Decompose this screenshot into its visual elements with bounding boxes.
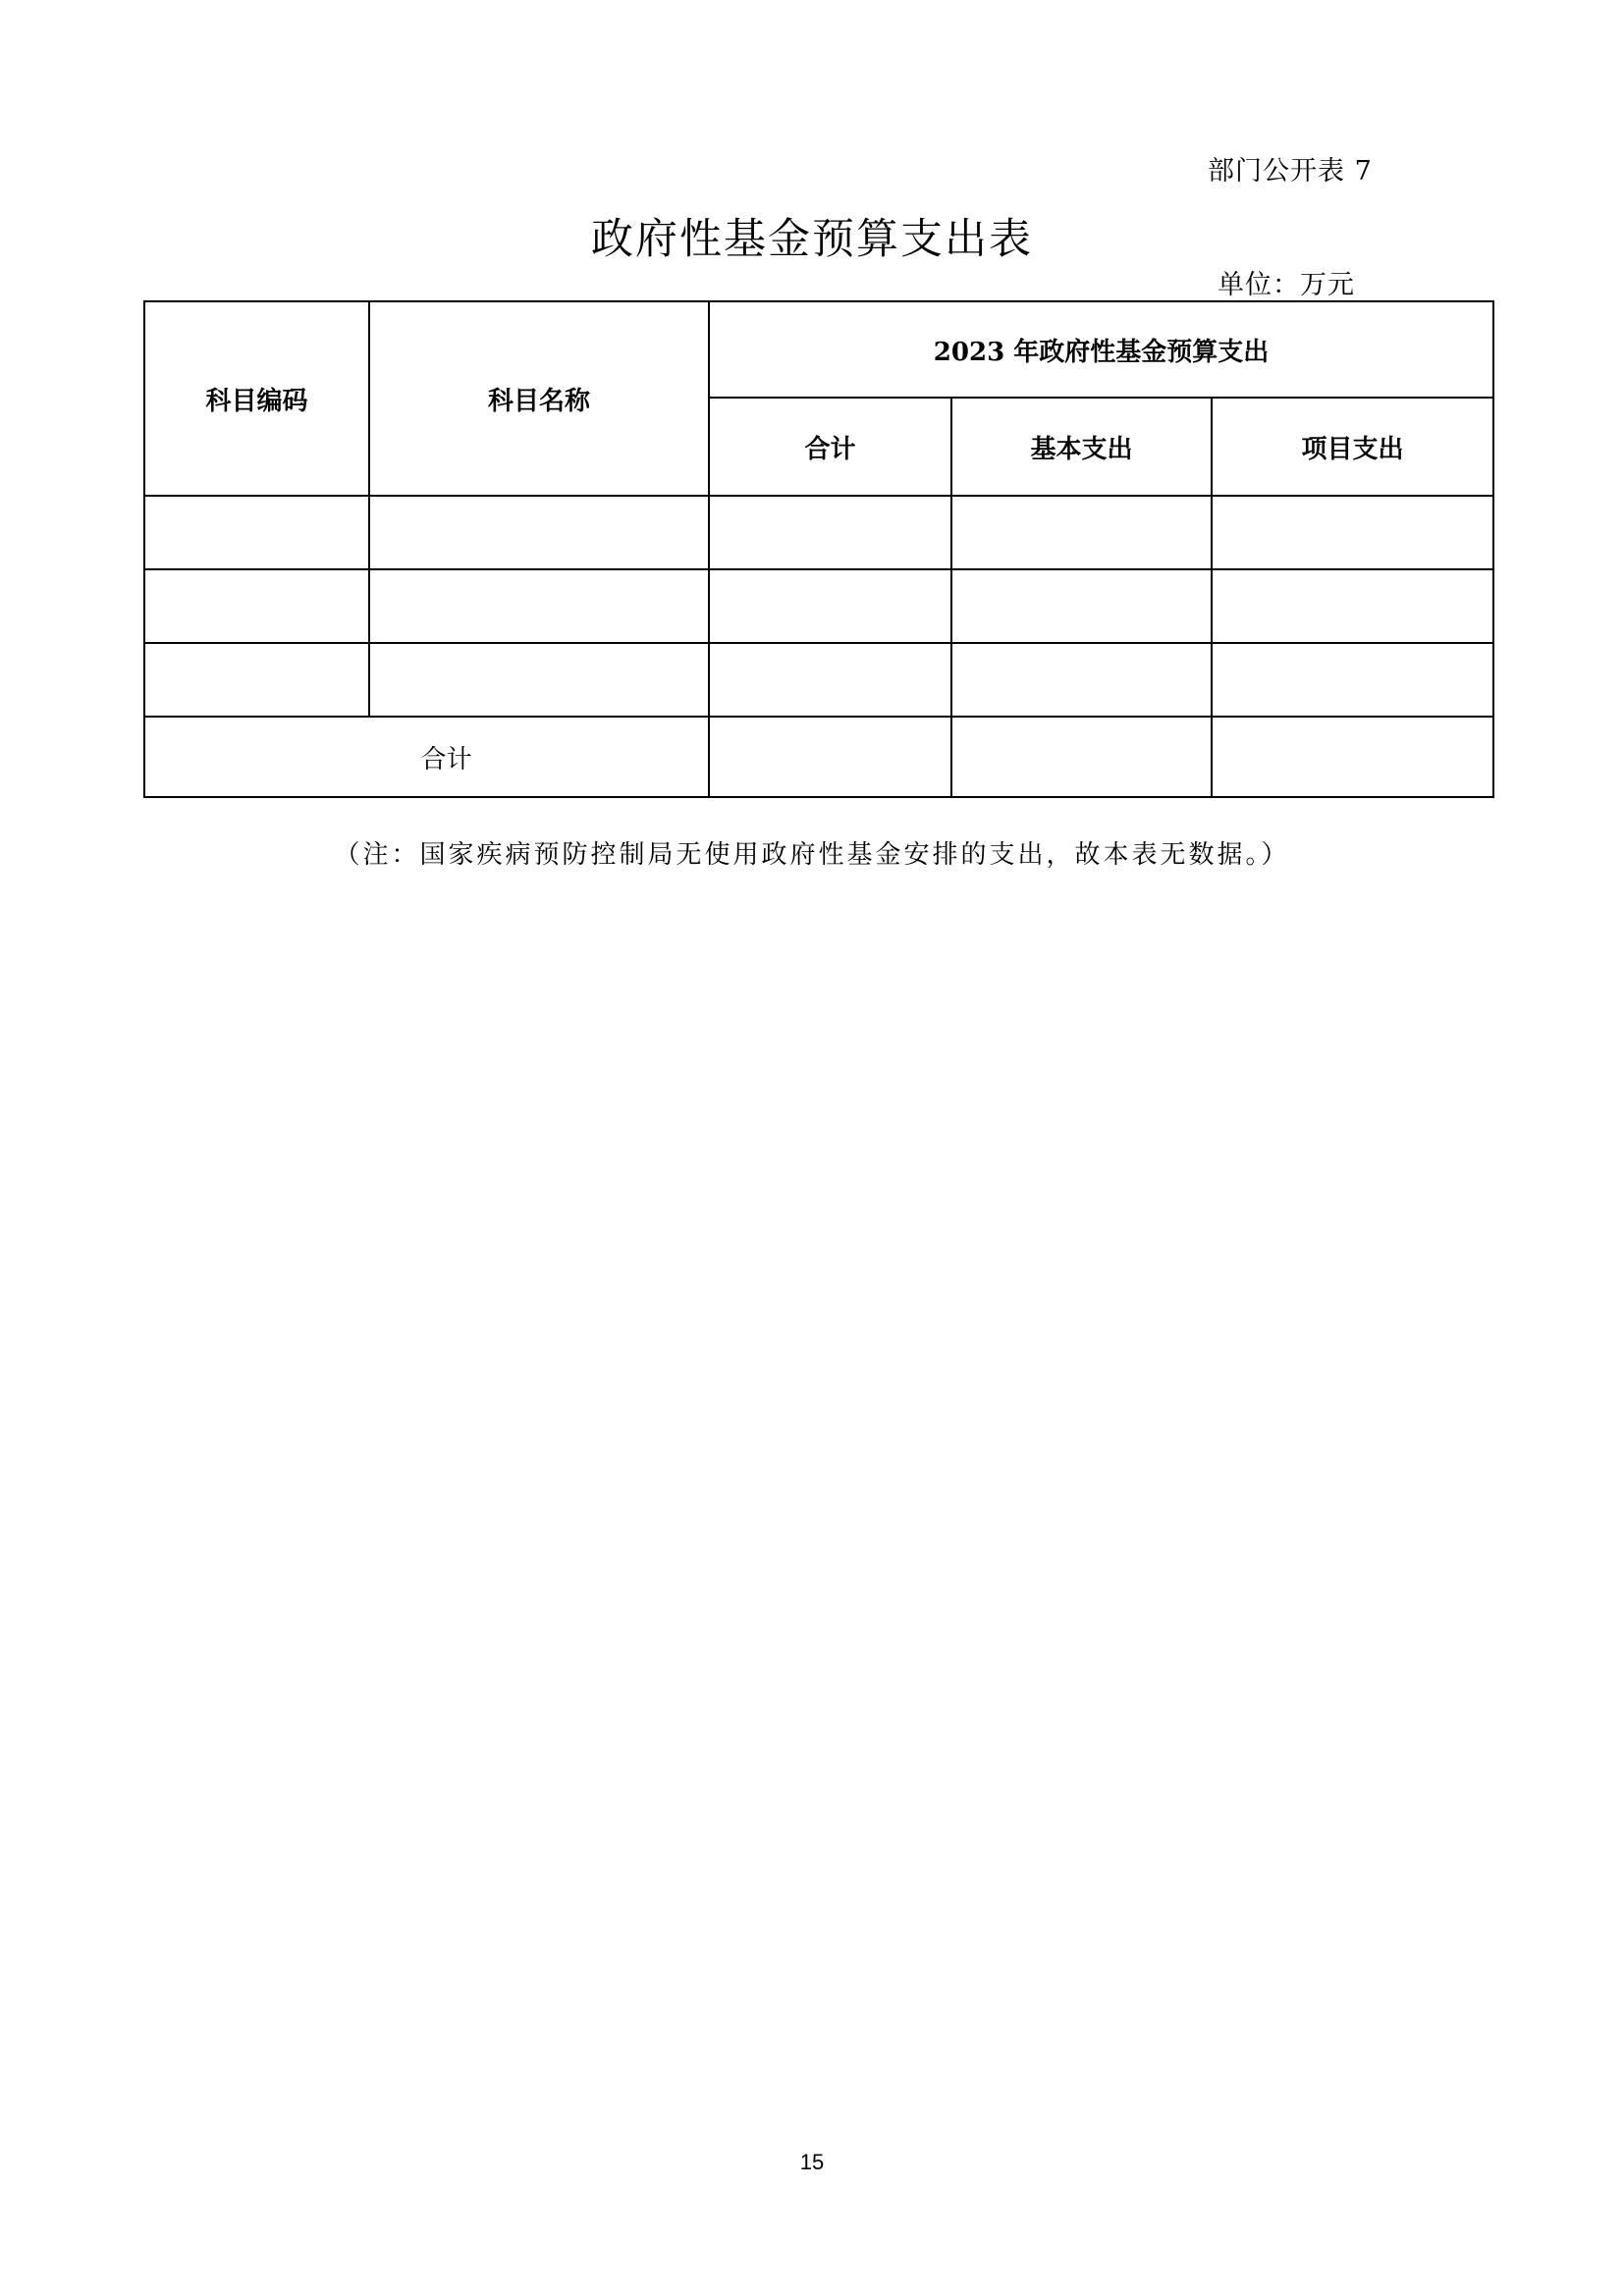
header-total: 合计 [709,398,951,496]
header-code: 科目编码 [144,301,369,496]
cell-basic [951,569,1212,643]
unit-label: 单位：万元 [1218,270,1355,300]
total-label: 合计 [144,717,709,797]
cell-basic [951,496,1212,569]
cell-name [369,643,709,717]
cell-name [369,496,709,569]
total-total [709,717,951,797]
cell-project [1212,496,1493,569]
table-row [144,643,1493,717]
cell-code [144,496,369,569]
table-number: 部门公开表 7 [1208,156,1373,187]
cell-name [369,569,709,643]
cell-total [709,496,951,569]
cell-total [709,569,951,643]
page-title: 政府性基金预算支出表 [591,215,1033,264]
table-note: （注：国家疾病预防控制局无使用政府性基金安排的支出，故本表无数据。） [334,840,1290,870]
total-project [1212,717,1493,797]
header-name: 科目名称 [369,301,709,496]
cell-total [709,643,951,717]
header-row-1 [144,301,1493,398]
header-group: 2023 年政府性基金预算支出 [709,301,1493,398]
header-project: 项目支出 [1212,398,1493,496]
total-row [144,717,1493,797]
table-row [144,569,1493,643]
cell-basic [951,643,1212,717]
cell-project [1212,643,1493,717]
cell-project [1212,569,1493,643]
total-basic [951,717,1212,797]
budget-table [143,300,1494,798]
header-basic: 基本支出 [951,398,1212,496]
page-number: 15 [799,2150,825,2174]
cell-code [144,643,369,717]
table-row [144,496,1493,569]
cell-code [144,569,369,643]
